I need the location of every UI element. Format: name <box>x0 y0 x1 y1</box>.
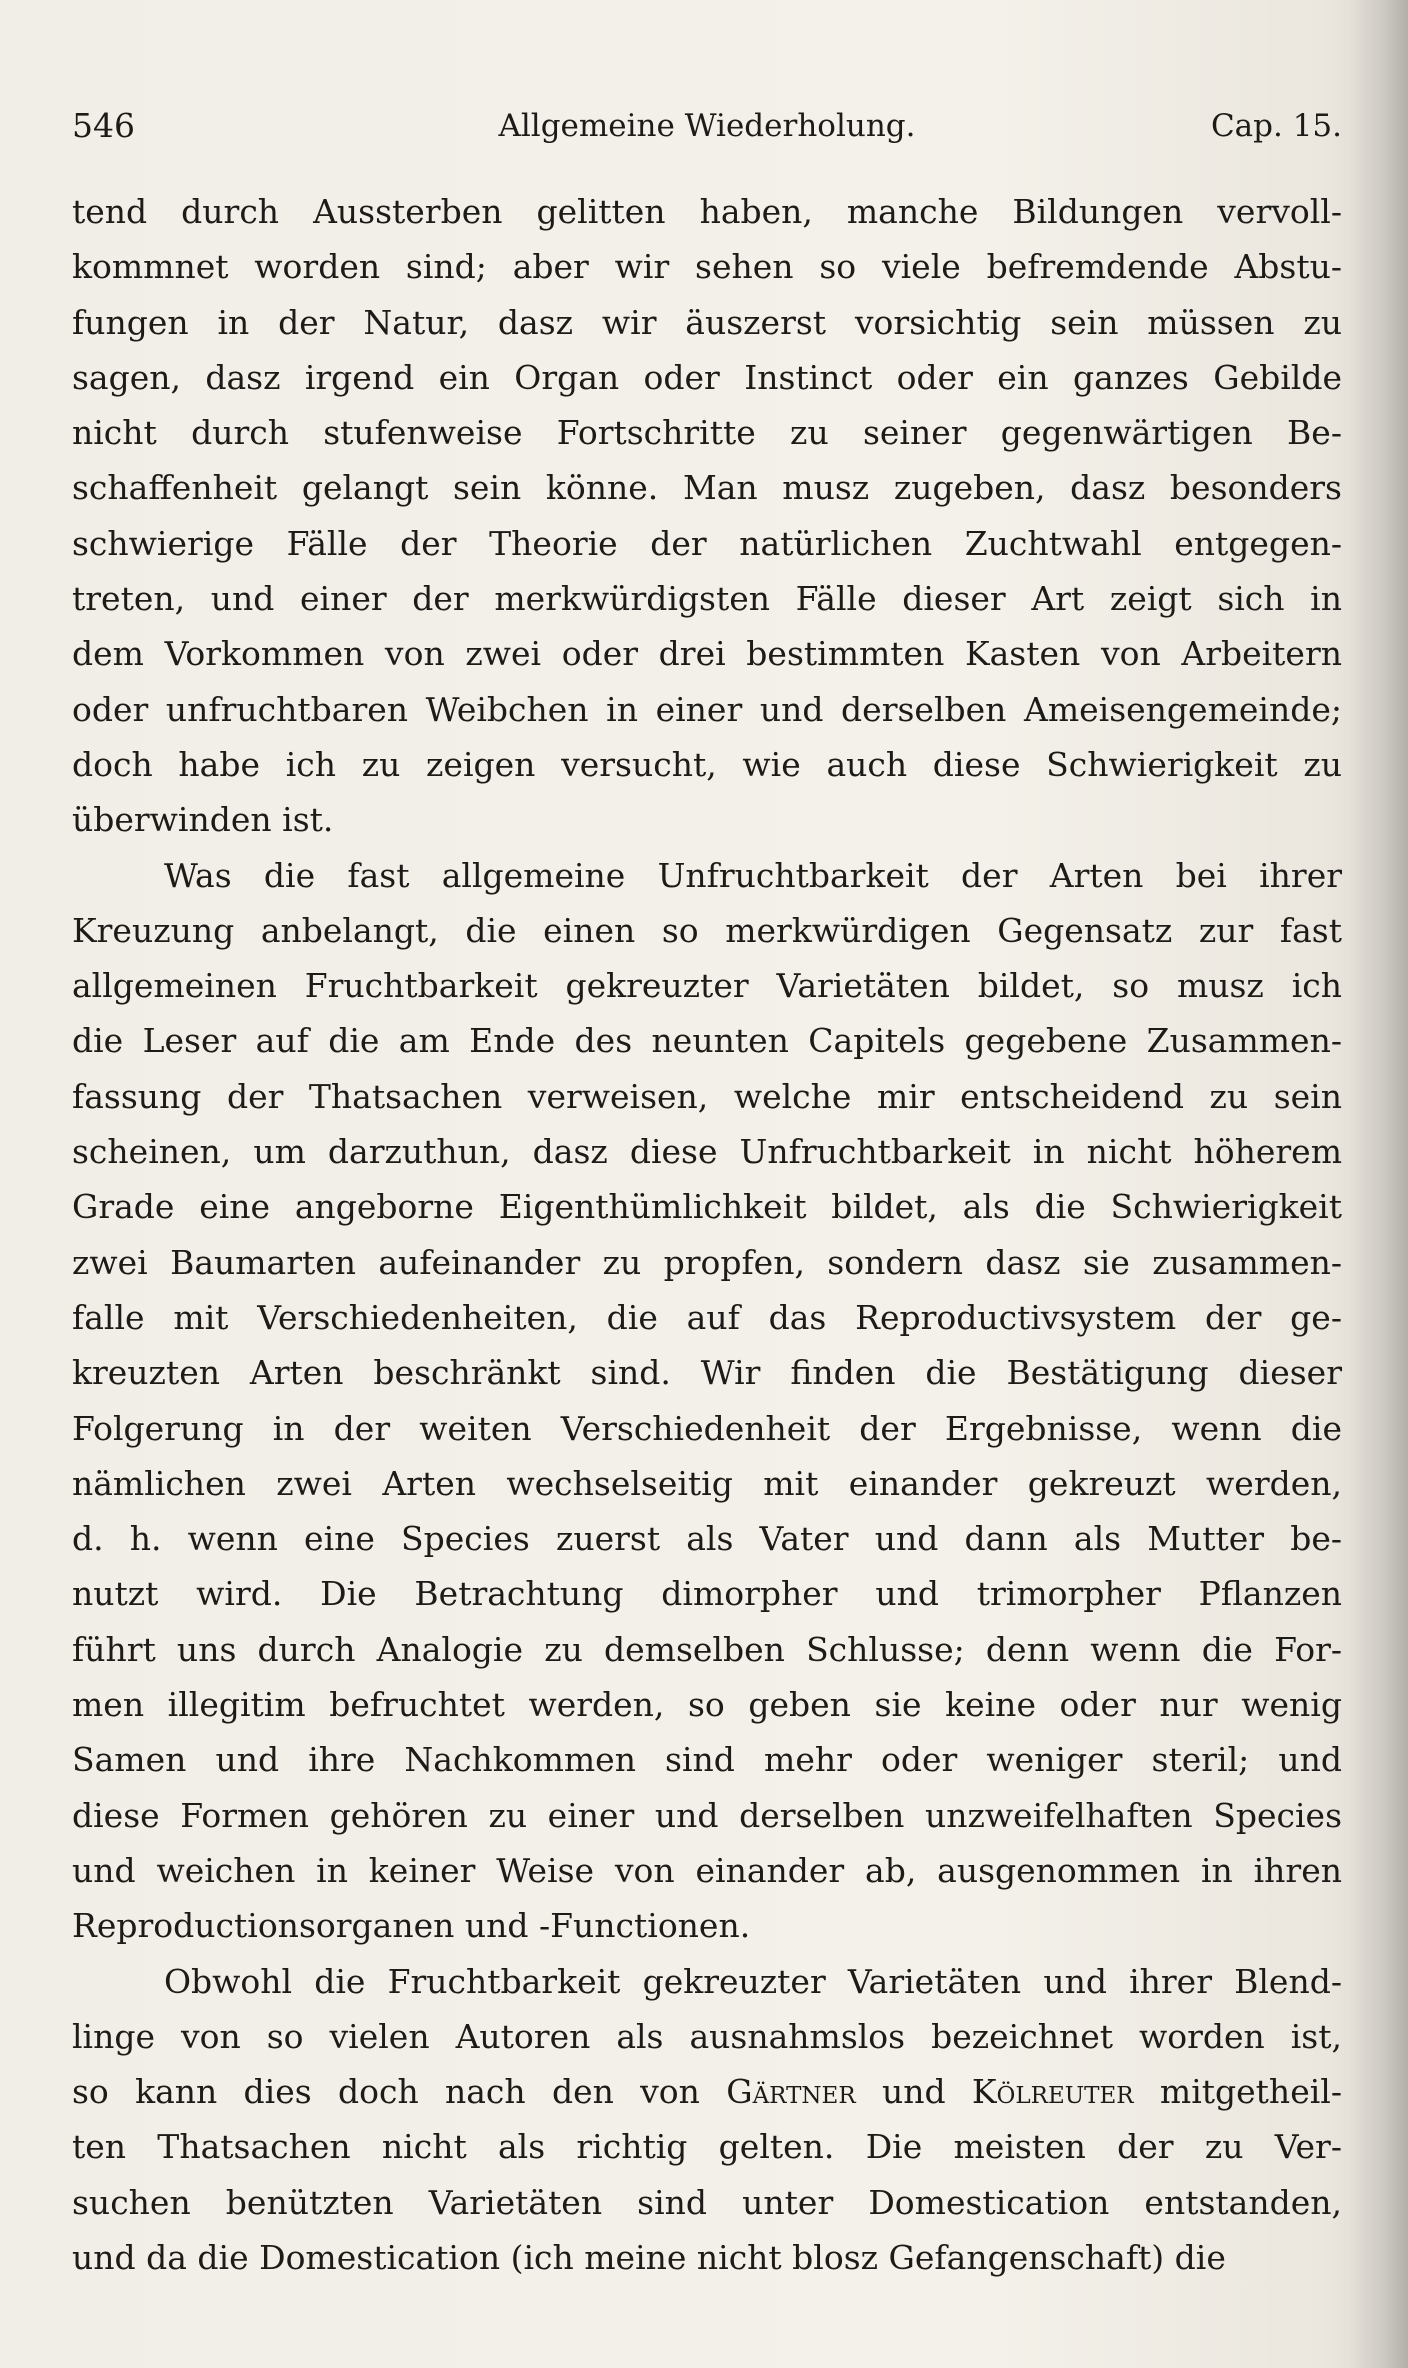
text-line: allgemeinen Fruchtbarkeit gekreuzter Varietäten bildet, so musz ich <box>72 966 1342 1006</box>
text-line: die Leser auf die am Ende des neunten Capitels gegebene Zusammen- <box>72 1021 1342 1061</box>
text-line: nicht durch stufenweise Fortschritte zu seiner gegenwärtigen Be- <box>72 413 1342 453</box>
text-line: so kann dies doch nach den von Gärtner und Kölreuter mitgetheil- <box>72 2072 1342 2112</box>
running-title: Allgemeine Wiederholung. <box>498 108 916 144</box>
text-line: und weichen in keiner Weise von einander ab, ausgenommen in ihren <box>72 1850 1342 1890</box>
text-line: linge von so vielen Autoren als ausnahmslos bezeichnet worden ist, <box>72 2016 1342 2056</box>
text-line: nämlichen zwei Arten wechselseitig mit einander gekreuzt werden, <box>72 1463 1342 1503</box>
body-text <box>72 184 1342 2285</box>
text-line: treten, und einer der merkwürdigsten Fälle dieser Art zeigt sich in <box>72 579 1342 619</box>
text-line: ten Thatsachen nicht als richtig gelten. Die meisten der zu Ver- <box>72 2127 1342 2167</box>
text-line: fassung der Thatsachen verweisen, welche mir entscheidend zu sein <box>72 1076 1342 1116</box>
text-line: doch habe ich zu zeigen versucht, wie auch diese Schwierigkeit zu <box>72 744 1342 784</box>
text-line: Grade eine angeborne Eigenthümlichkeit bildet, als die Schwierigkeit <box>72 1187 1342 1227</box>
page-edge-shadow <box>1348 0 1408 2368</box>
page-number: 546 <box>72 106 135 145</box>
paragraph <box>72 848 1342 1954</box>
text-line: tend durch Aussterben gelitten haben, manche Bildungen vervoll- <box>72 192 1342 231</box>
text-line: Kreuzung anbelangt, die einen so merkwürdigen Gegensatz zur fast <box>72 910 1342 950</box>
text-line: schaffenheit gelangt sein könne. Man musz zugeben, dasz besonders <box>72 468 1342 508</box>
text-line: überwinden ist. <box>72 800 334 840</box>
text-line: sagen, dasz irgend ein Organ oder Instinct oder ein ganzes Gebilde <box>72 357 1342 397</box>
author-name: Gärtner <box>726 2072 856 2112</box>
author-name: Kölreuter <box>971 2072 1134 2112</box>
text-line: kommnet worden sind; aber wir sehen so viele befremdende Abstu- <box>72 247 1342 287</box>
text-line: men illegitim befruchtet werden, so geben sie keine oder nur wenig <box>72 1685 1342 1725</box>
chapter-label: Cap. 15. <box>1210 108 1342 144</box>
text-line: nutzt wird. Die Betrachtung dimorpher und trimorpher Pflanzen <box>72 1574 1342 1614</box>
text-line: Reproductionsorganen und -Functionen. <box>72 1906 751 1946</box>
running-header <box>72 104 1342 148</box>
text-line: Folgerung in der weiten Verschiedenheit der Ergebnisse, wenn die <box>72 1408 1342 1448</box>
text-line: und da die Domestication (ich meine nicht blosz Gefangenschaft) die <box>72 2237 1226 2277</box>
text-line: suchen benützten Varietäten sind unter Domestication entstanden, <box>72 2182 1342 2222</box>
text-line: schwierige Fälle der Theorie der natürlichen Zuchtwahl entgegen- <box>72 523 1342 563</box>
text-line: d. h. wenn eine Species zuerst als Vater und dann als Mutter be- <box>72 1519 1342 1559</box>
text-line: zwei Baumarten aufeinander zu propfen, sondern dasz sie zusammen- <box>72 1242 1342 1282</box>
text-line: kreuzten Arten beschränkt sind. Wir finden die Bestätigung dieser <box>72 1353 1342 1393</box>
paragraph <box>72 184 1342 848</box>
text-line: Samen und ihre Nachkommen sind mehr oder weniger steril; und <box>72 1740 1342 1780</box>
text-line: diese Formen gehören zu einer und derselben unzweifelhaften Species <box>72 1795 1342 1835</box>
text-line: fungen in der Natur, dasz wir äuszerst vorsichtig sein müssen zu <box>72 302 1342 342</box>
text-line: Was die fast allgemeine Unfruchtbarkeit der Arten bei ihrer <box>164 855 1342 895</box>
text-line: führt uns durch Analogie zu demselben Schlusse; denn wenn die For- <box>72 1629 1342 1669</box>
text-line: dem Vorkommen von zwei oder drei bestimmten Kasten von Arbeitern <box>72 634 1342 674</box>
text-line: falle mit Verschiedenheiten, die auf das Reproductivsystem der ge- <box>72 1297 1342 1337</box>
paragraph <box>72 1954 1342 2286</box>
text-line: Obwohl die Fruchtbarkeit gekreuzter Varietäten und ihrer Blend- <box>164 1961 1342 2001</box>
text-line: oder unfruchtbaren Weibchen in einer und derselben Ameisengemeinde; <box>72 689 1342 729</box>
text-line: scheinen, um darzuthun, dasz diese Unfruchtbarkeit in nicht höherem <box>72 1132 1342 1172</box>
